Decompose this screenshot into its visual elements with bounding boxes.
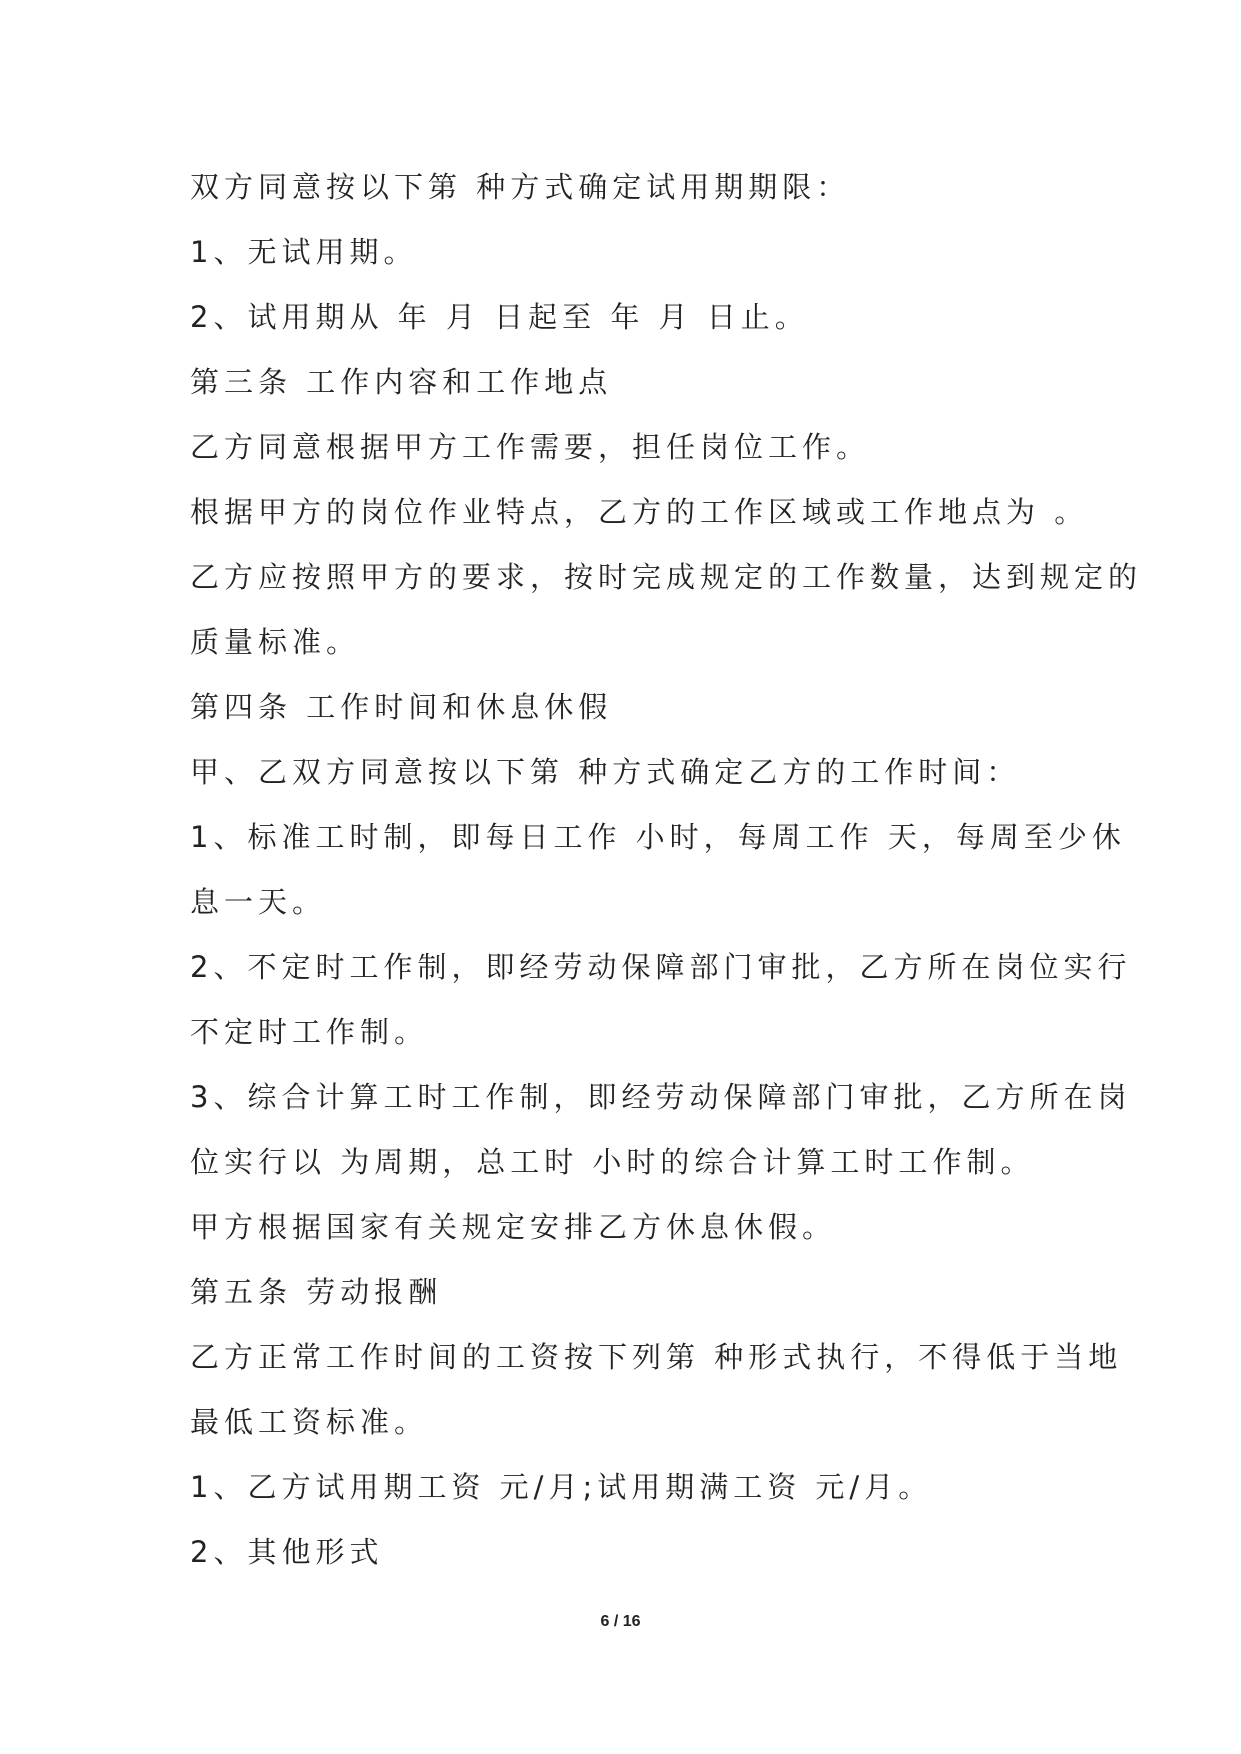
paragraph-line: 根据甲方的岗位作业特点，乙方的工作区域或工作地点为 。	[190, 495, 1089, 529]
paragraph-line: 2、不定时工作制，即经劳动保障部门审批，乙方所在岗位实行	[190, 950, 1132, 984]
paragraph-line: 1、无试用期。	[190, 235, 418, 269]
paragraph-line: 甲方根据国家有关规定安排乙方休息休假。	[190, 1210, 837, 1244]
paragraph-line: 乙方正常工作时间的工资按下列第 种形式执行，不得低于当地	[190, 1340, 1123, 1374]
page-number: 6 / 16	[600, 1613, 641, 1630]
paragraph-line: 甲、乙双方同意按以下第 种方式确定乙方的工作时间：	[190, 755, 1021, 789]
paragraph-line: 最低工资标准。	[190, 1405, 429, 1439]
paragraph-line: 乙方同意根据甲方工作需要，担任岗位工作。	[190, 430, 871, 464]
paragraph-line: 乙方应按照甲方的要求，按时完成规定的工作数量，达到规定的	[190, 560, 1143, 594]
paragraph-line: 位实行以 为周期，总工时 小时的综合计算工时工作制。	[190, 1145, 1035, 1179]
paragraph-line: 2、试用期从 年 月 日起至 年 月 日止。	[190, 300, 809, 334]
paragraph-line: 1、乙方试用期工资 元/月;试用期满工资 元/月。	[190, 1470, 933, 1504]
section-heading: 第四条 工作时间和休息休假	[190, 690, 613, 724]
paragraph-line: 3、综合计算工时工作制，即经劳动保障部门审批，乙方所在岗	[190, 1080, 1132, 1114]
paragraph-line: 双方同意按以下第 种方式确定试用期期限：	[190, 170, 851, 204]
paragraph-line: 质量标准。	[190, 625, 361, 659]
paragraph-line: 2、其他形式	[190, 1535, 384, 1569]
paragraph-line: 1、标准工时制，即每日工作 小时，每周工作 天，每周至少休	[190, 820, 1126, 854]
document-body	[190, 155, 1143, 1585]
section-heading: 第五条 劳动报酬	[190, 1275, 443, 1309]
paragraph-line: 息一天。	[190, 885, 327, 919]
paragraph-line: 不定时工作制。	[190, 1015, 429, 1049]
section-heading: 第三条 工作内容和工作地点	[190, 365, 613, 399]
